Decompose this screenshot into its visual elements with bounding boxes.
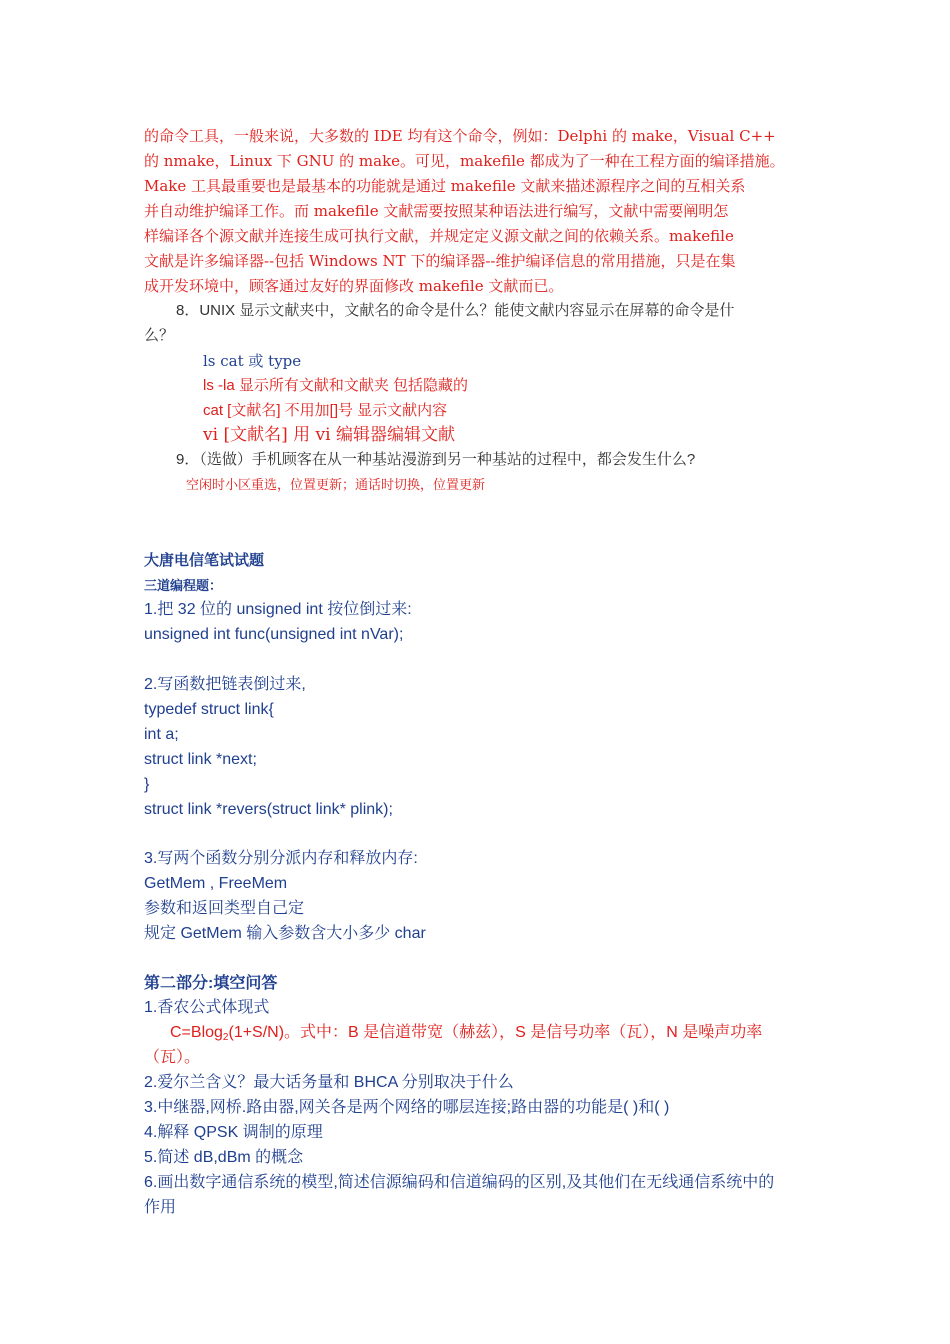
programming-question-1-code: unsigned int func(unsigned int nVar); bbox=[144, 626, 404, 643]
part2-question-2: 2.爱尔兰含义？最大话务量和 BHCA 分别取决于什么 bbox=[144, 1074, 514, 1091]
part2-question-4: 4.解释 QPSK 调制的原理 bbox=[144, 1124, 323, 1141]
makefile-paragraph-line-5: 样编译各个源文献并连接生成可执行文献，并规定定义源文献之间的依赖关系。makefile bbox=[144, 227, 734, 245]
code-line-2: int a; bbox=[144, 726, 179, 743]
part2-question-6-line-1: 6.画出数字通信系统的模型,简述信源编码和信道编码的区别,及其他们在无线通信系统中的 bbox=[144, 1174, 775, 1191]
makefile-paragraph-line-7: 成开发环境中，顾客通过友好的界面修改 makefile 文献而已。 bbox=[144, 277, 564, 295]
question-8-answer-2: ls -la 显示所有文献和文献夹 包括隐藏的 bbox=[203, 377, 469, 394]
code-line-5: struct link *revers(struct link* plink); bbox=[144, 801, 393, 818]
makefile-paragraph-line-4: 并自动维护编译工作。而 makefile 文献需要按照某种语法进行编写，文献中需要阐明怎 bbox=[144, 202, 729, 220]
question-9: 9．（选做）手机顾客在从一种基站漫游到另一种基站的过程中，都会发生什么? bbox=[176, 451, 696, 468]
question-8-answer-4: vi [文献名] 用 vi 编辑器编辑文献 bbox=[203, 425, 455, 445]
question-9-answer: 空闲时小区重选，位置更新；通话时切换，位置更新 bbox=[186, 478, 486, 493]
makefile-paragraph-line-6: 文献是许多编译器--包括 Windows NT 下的编译器--维护编译信息的常用措施，只是在集 bbox=[144, 252, 736, 270]
programming-question-3-line-1: GetMem , FreeMem bbox=[144, 875, 288, 892]
programming-question-2: 2.写函数把链表倒过来, bbox=[144, 676, 306, 693]
code-line-3: struct link *next; bbox=[144, 751, 257, 768]
code-line-1: typedef struct link{ bbox=[144, 701, 274, 718]
question-8-answer-3: cat [文献名] 不用加[]号 显示文献内容 bbox=[203, 402, 448, 419]
section-title-datang: 大唐电信笔试试题 bbox=[144, 552, 265, 569]
question-8-answer-1: ls cat 或 type bbox=[203, 352, 302, 370]
shannon-formula-prefix: C=Blog bbox=[170, 1024, 223, 1041]
part2-question-3: 3.中继器,网桥.路由器,网关各是两个网络的哪层连接;路由器的功能是( )和( ) bbox=[144, 1099, 670, 1116]
programming-question-3-line-2: 参数和返回类型自己定 bbox=[144, 900, 305, 917]
programming-question-3-line-3: 规定 GetMem 输入参数含大小多少 char bbox=[144, 925, 426, 942]
section-title-part-2: 第二部分:填空问答 bbox=[144, 975, 278, 992]
section-subtitle-programming: 三道编程题： bbox=[144, 578, 223, 593]
makefile-paragraph-line-3: Make 工具最重要也是最基本的功能就是通过 makefile 文献来描述源程序之间的互相关系 bbox=[144, 177, 746, 195]
shannon-formula-subscript: 2 bbox=[222, 1032, 229, 1043]
question-8-line-2: 么？ bbox=[144, 327, 175, 344]
part2-question-6-line-2: 作用 bbox=[144, 1199, 177, 1216]
part2-question-1: 1.香农公式体现式 bbox=[144, 999, 270, 1016]
makefile-paragraph-line-2: 的 nmake，Linux 下 GNU 的 make。可见，makefile 都成为了一种在工程方面的编译措施。 bbox=[144, 152, 785, 170]
question-8-line-1: 8．UNIX 显示文献夹中，文献名的命令是什么？能使文献内容显示在屏幕的命令是什 bbox=[176, 302, 735, 319]
makefile-paragraph-line-1: 的命令工具，一般来说，大多数的 IDE 均有这个命令，例如：Delphi 的 make，Visual C++ bbox=[144, 127, 776, 145]
programming-question-3: 3.写两个函数分别分派内存和释放内存: bbox=[144, 850, 418, 867]
code-line-4: } bbox=[144, 776, 150, 793]
part2-question-1-answer bbox=[170, 1025, 762, 1041]
shannon-formula-rest: (1+S/N)。式中：B 是信道带宽（赫兹），S 是信号功率（瓦），N 是噪声功率 bbox=[228, 1024, 763, 1041]
part2-question-1-answer-cont: （瓦）。 bbox=[144, 1049, 201, 1066]
programming-question-1: 1.把 32 位的 unsigned int 按位倒过来: bbox=[144, 601, 412, 618]
part2-question-5: 5.简述 dB,dBm 的概念 bbox=[144, 1149, 304, 1166]
